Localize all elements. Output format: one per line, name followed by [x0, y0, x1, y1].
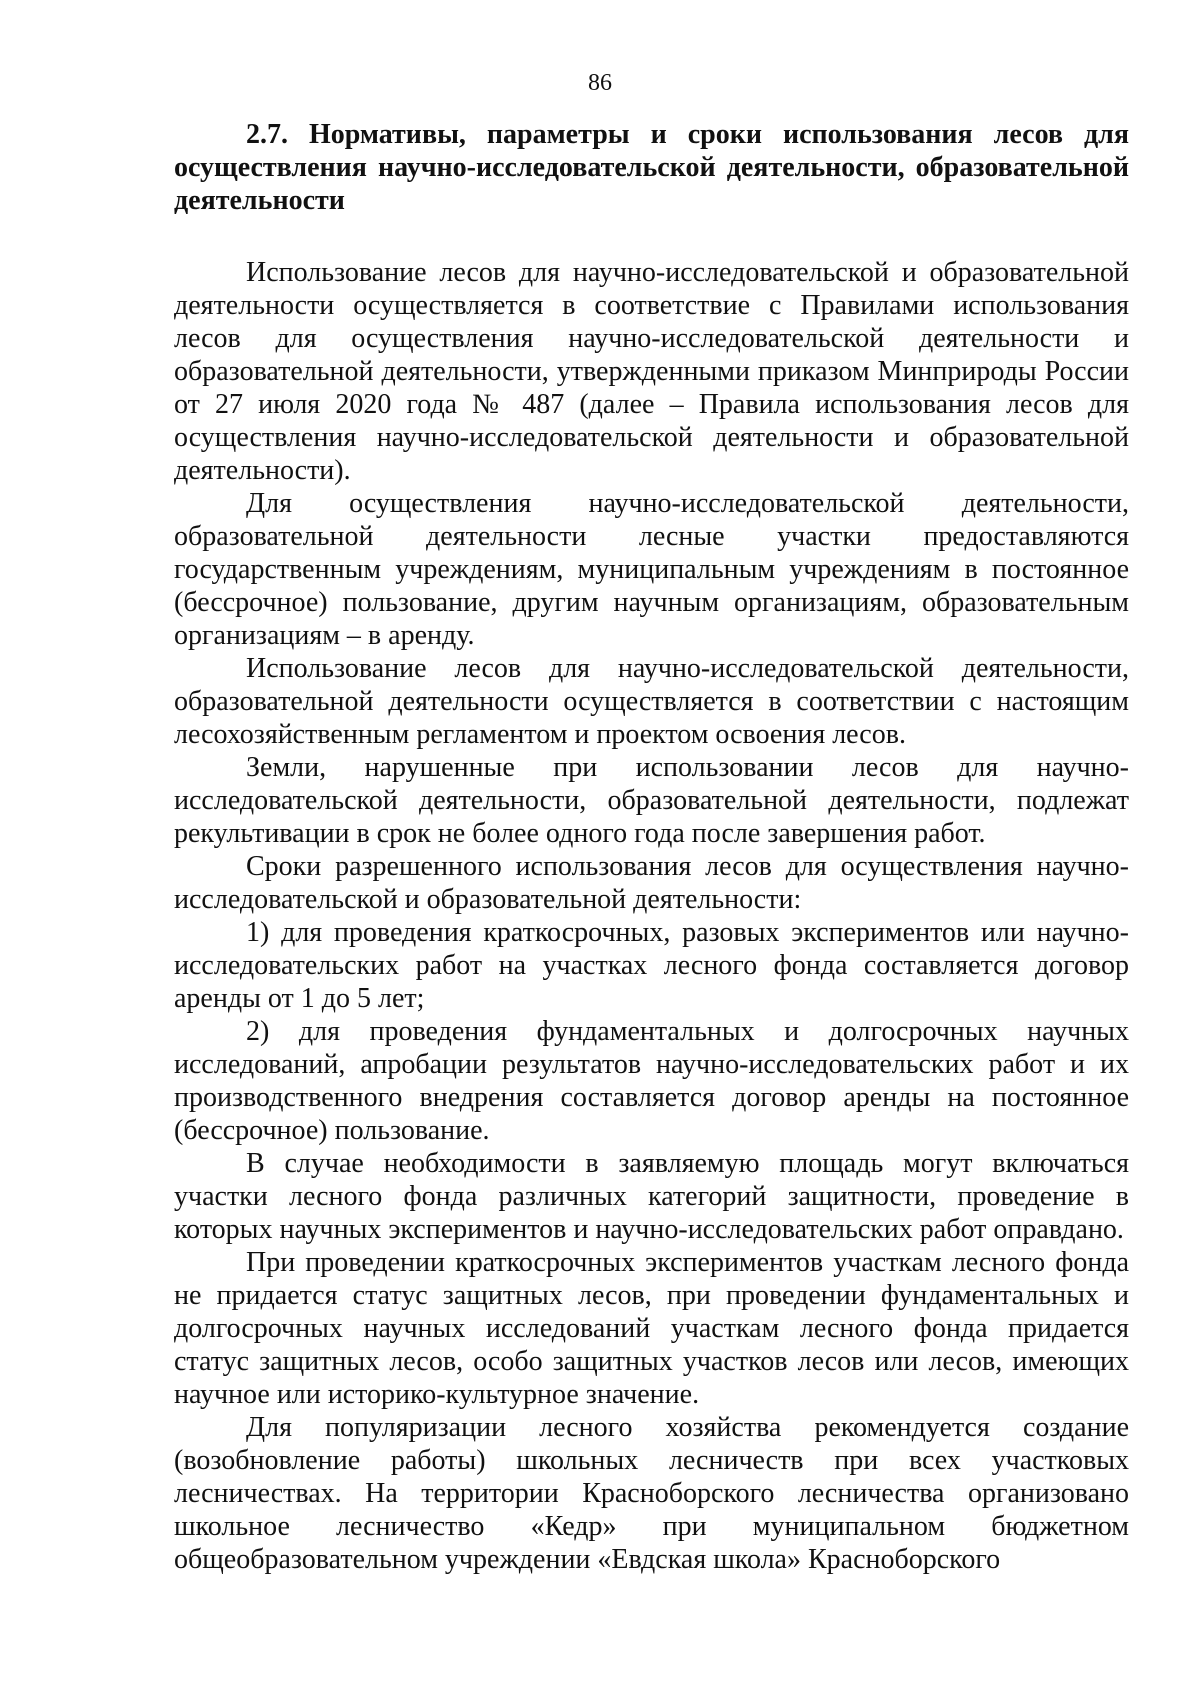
- paragraph: Использование лесов для научно-исследовательской деятельности, образовательной деятельности осуществляется в соответствии с настоящим лесохозяйственным регламентом и проектом освоения лесов.: [174, 653, 1129, 750]
- section-heading: 2.7. Нормативы, параметры и сроки использования лесов для осуществления научно-исследовательской деятельности, образовательной деятельности: [174, 119, 1129, 216]
- list-item: 1) для проведения краткосрочных, разовых экспериментов или научно-исследовательских работ на участках лесного фонда составляется договор аренды от 1 до 5 лет;: [174, 917, 1129, 1014]
- paragraph: Земли, нарушенные при использовании лесов для научно-исследовательской деятельности, образовательной деятельности, подлежат рекультивации в срок не более одного года после завершения работ.: [174, 752, 1129, 849]
- list-item: 2) для проведения фундаментальных и долгосрочных научных исследований, апробации результатов научно-исследовательских работ и их производственного внедрения составляется договор аренды на постоянное (бессрочное) пользование.: [174, 1016, 1129, 1146]
- paragraph-list: [174, 256, 1129, 1576]
- paragraph: Для осуществления научно-исследовательской деятельности, образовательной деятельности лесные участки предоставляются государственным учреждениям, муниципальным учреждениям в постоянное (бессрочное) пользование, другим научным организациям, образовательным организациям – в аренду.: [174, 488, 1129, 651]
- paragraph: Для популяризации лесного хозяйства рекомендуется создание (возобновление работы) школьных лесничеств при всех участковых лесничествах. На территории Красноборского лесничества организовано школьное лесничество «Кедр» при муниципальном бюджетном общеобразовательном учреждении «Евдская школа» Красноборского: [174, 1412, 1129, 1575]
- paragraph: Сроки разрешенного использования лесов для осуществления научно-исследовательской и образовательной деятельности:: [174, 851, 1129, 915]
- paragraph: В случае необходимости в заявляемую площадь могут включаться участки лесного фонда различных категорий защитности, проведение в которых научных экспериментов и научно-исследовательских работ оправдано.: [174, 1148, 1129, 1245]
- paragraph: При проведении краткосрочных экспериментов участкам лесного фонда не придается статус защитных лесов, при проведении фундаментальных и долгосрочных научных исследований участкам лесного фонда придается статус защитных лесов, особо защитных участков лесов или лесов, имеющих научное или историко-культурное значение.: [174, 1247, 1129, 1410]
- page-number: 86: [588, 70, 612, 96]
- paragraph: Использование лесов для научно-исследовательской и образовательной деятельности осуществляется в соответствие с Правилами использования лесов для осуществления научно-исследовательской деятельности и образовательной деятельности, утвержденными приказом Минприроды России от 27 июля 2020 года № 487 (далее – Правила использования лесов для осуществления научно-исследовательской деятельности и образовательной деятельности).: [174, 257, 1129, 486]
- document-body: [174, 118, 1129, 1576]
